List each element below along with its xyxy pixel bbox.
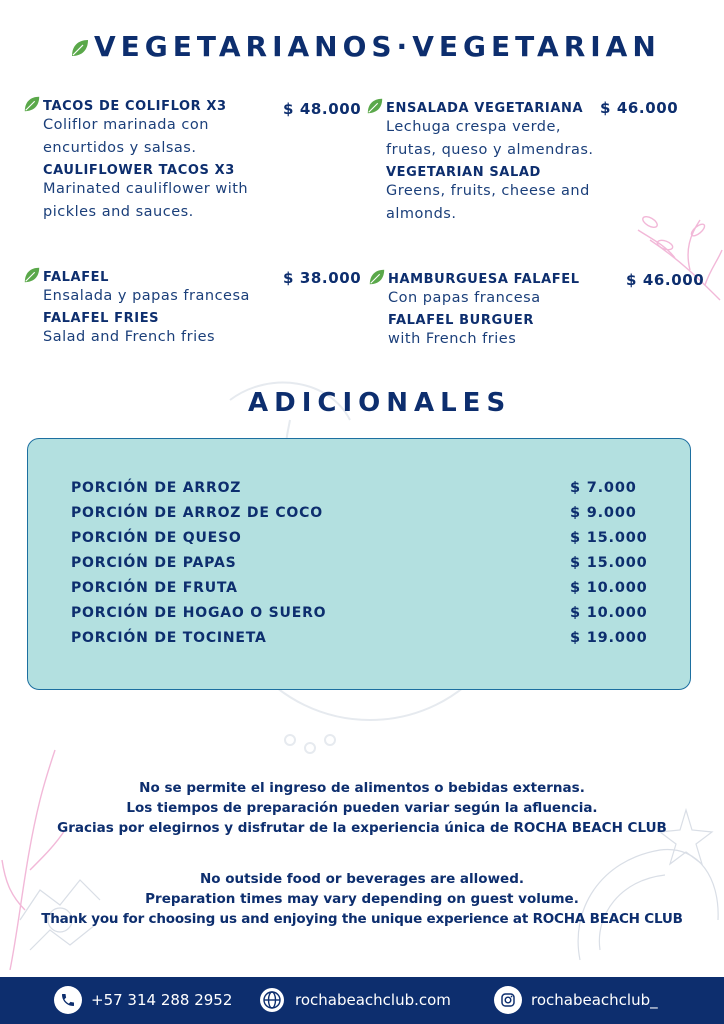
leaf-icon: [366, 97, 384, 120]
dish-name-en: VEGETARIAN SALAD: [386, 165, 541, 180]
dish-desc-es-line: frutas, queso y almendras.: [386, 142, 594, 158]
footer-bar: [0, 977, 724, 1024]
footer-website[interactable]: [258, 985, 451, 1015]
dish-falafel: [43, 270, 283, 349]
dish-desc-en-line: Salad and French fries: [43, 329, 216, 345]
extra-item: [71, 555, 648, 577]
extra-item: [71, 630, 648, 652]
dish-desc-en-line: almonds.: [386, 206, 457, 222]
extra-item-price: $ 9.000: [570, 505, 637, 521]
extra-item-price: $ 7.000: [570, 480, 637, 496]
dish-desc-es-line: Con papas francesa: [388, 290, 541, 306]
coral-decoration-left: [0, 740, 120, 970]
dish-price: $ 46.000: [626, 271, 705, 289]
dish-price: $ 48.000: [283, 100, 362, 118]
extra-item: [71, 480, 645, 502]
extra-item-name: PORCIÓN DE ARROZ: [71, 480, 242, 496]
page-title: [70, 30, 670, 65]
dish-desc-en-line: pickles and sauces.: [43, 204, 194, 220]
notice-line: Los tiempos de preparación pueden variar según la afluencia.: [126, 800, 598, 816]
coral-decoration-right: [630, 200, 724, 310]
page-title-text: VEGETARIANOS·VEGETARIAN: [94, 30, 661, 63]
dish-price: $ 46.000: [600, 99, 679, 117]
extra-item: [71, 580, 648, 602]
footer-instagram[interactable]: [494, 985, 658, 1015]
leaf-icon: [23, 95, 41, 118]
footer-website-text: rochabeachclub.com: [295, 991, 451, 1009]
extras-title: ADICIONALES: [248, 388, 512, 418]
phone-icon: [54, 986, 82, 1014]
extra-item-name: PORCIÓN DE FRUTA: [71, 580, 238, 596]
extra-item-name: PORCIÓN DE ARROZ DE COCO: [71, 505, 323, 521]
notice-en: [0, 869, 724, 929]
dish-desc-en-line: with French fries: [388, 331, 517, 347]
extra-item-price: $ 19.000: [570, 630, 648, 646]
dish-tacos-coliflor: [43, 99, 283, 224]
extra-item: [71, 530, 648, 552]
dish-desc-en-line: Greens, fruits, cheese and: [386, 183, 590, 199]
notice-line: No outside food or beverages are allowed.: [200, 871, 524, 887]
dish-name-es: TACOS DE COLIFLOR X3: [43, 99, 227, 114]
notice-es: [0, 778, 724, 838]
extra-item-name: PORCIÓN DE HOGAO O SUERO: [71, 605, 327, 621]
dish-desc-es-line: Lechuga crespa verde,: [386, 119, 562, 135]
extra-item-name: PORCIÓN DE PAPAS: [71, 555, 237, 571]
notice-line: Thank you for choosing us and enjoying the unique experience at ROCHA BEACH CLUB: [41, 911, 683, 927]
footer-phone-text: +57 314 288 2952: [91, 991, 233, 1009]
leaf-icon: [70, 32, 90, 65]
notice-line: No se permite el ingreso de alimentos o bebidas externas.: [139, 780, 585, 796]
dish-ensalada-vegetariana: [386, 101, 626, 226]
dish-name-en: FALAFEL FRIES: [43, 311, 160, 326]
footer-instagram-text: rochabeachclub_: [531, 991, 658, 1009]
dish-desc-es-line: Coliflor marinada con: [43, 117, 209, 133]
globe-icon: [258, 986, 286, 1014]
instagram-icon: [494, 986, 522, 1014]
notice-line: Preparation times may vary depending on guest volume.: [145, 891, 579, 907]
dish-name-es: ENSALADA VEGETARIANA: [386, 101, 584, 116]
extra-item-price: $ 10.000: [570, 580, 648, 596]
extra-item-name: PORCIÓN DE TOCINETA: [71, 630, 267, 646]
extra-item-price: $ 15.000: [570, 555, 648, 571]
extra-item-price: $ 15.000: [570, 530, 648, 546]
notice-line: Gracias por elegirnos y disfrutar de la experiencia única de ROCHA BEACH CLUB: [57, 820, 667, 836]
extra-item-price: $ 10.000: [570, 605, 648, 621]
extra-item: [71, 505, 645, 527]
extra-item-name: PORCIÓN DE QUESO: [71, 530, 242, 546]
dish-name-en: FALAFEL BURGUER: [388, 313, 534, 328]
footer-phone[interactable]: [54, 985, 232, 1015]
leaf-icon: [23, 266, 41, 289]
dish-desc-es-line: Ensalada y papas francesa: [43, 288, 250, 304]
dish-desc-en-line: Marinated cauliflower with: [43, 181, 249, 197]
dish-name-es: FALAFEL: [43, 270, 110, 285]
dish-name-es: HAMBURGUESA FALAFEL: [388, 272, 580, 287]
dish-desc-es-line: encurtidos y salsas.: [43, 140, 197, 156]
extra-item: [71, 605, 648, 627]
dish-hamburguesa-falafel: [388, 272, 628, 351]
dish-name-en: CAULIFLOWER TACOS X3: [43, 163, 235, 178]
extras-panel: [27, 438, 691, 690]
dish-price: $ 38.000: [283, 269, 362, 287]
leaf-icon: [368, 268, 386, 291]
